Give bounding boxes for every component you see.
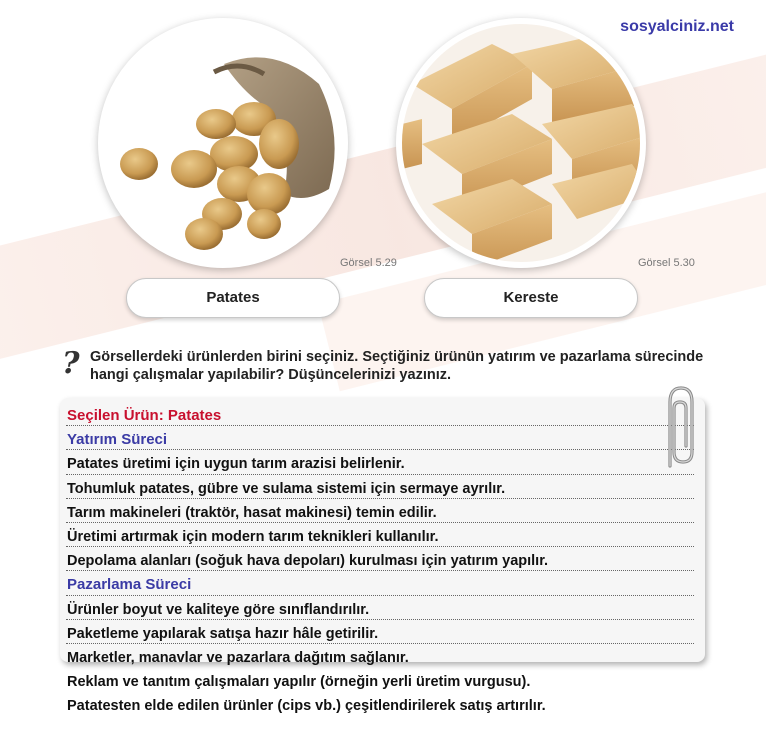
lumber-image — [396, 18, 646, 268]
list-item: Tarım makineleri (traktör, hasat makinesi) temin edilir. — [67, 504, 437, 521]
image-caption: Görsel 5.29 — [340, 257, 397, 269]
question-text: Görsellerdeki ürünlerden birini seçiniz. Seçtiğiniz ürünün yatırım ve pazarlama sürecinde hangi çalışmalar yapılabilir? Düşüncelerinizi yazınız. — [90, 349, 704, 383]
paper-clip-icon — [652, 380, 702, 472]
list-item: Patates üretimi için uygun tarım arazisi belirlenir. — [67, 456, 405, 473]
question-mark-icon: ? — [62, 346, 80, 381]
watermark: sosyalciniz.net — [620, 18, 734, 35]
list-item: Depolama alanları (soğuk hava depoları) kurulması için yatırım yapılır. — [67, 553, 549, 570]
list-item: Reklam ve tanıtım çalışmaları yapılır (örneğin yerli üretim vurgusu). — [67, 674, 531, 691]
marketing-title: Pazarlama Süreci — [67, 576, 192, 594]
list-item: Ürünler boyut ve kaliteye göre sınıflandırılır. — [67, 601, 370, 618]
label-potato: Patates — [126, 278, 340, 318]
selected-product: Seçilen Ürün: Patates — [67, 407, 222, 424]
answer-text — [67, 405, 727, 719]
list-item: Paketleme yapılarak satışa hazır hâle getirilir. — [67, 625, 379, 642]
list-item: Marketler, manavlar ve pazarlara dağıtım sağlanır. — [67, 649, 409, 666]
list-item: Patatesten elde edilen ürünler (cips vb.) çeşitlendirilerek satış artırılır. — [67, 698, 546, 715]
image-caption: Görsel 5.30 — [638, 257, 695, 269]
potato-image — [98, 18, 348, 268]
list-item: Üretimi artırmak için modern tarım teknikleri kullanılır. — [67, 528, 439, 545]
label-lumber: Kereste — [424, 278, 638, 318]
investment-title: Yatırım Süreci — [67, 431, 168, 449]
list-item: Tohumluk patates, gübre ve sulama sistemi için sermaye ayrılır. — [67, 480, 506, 497]
